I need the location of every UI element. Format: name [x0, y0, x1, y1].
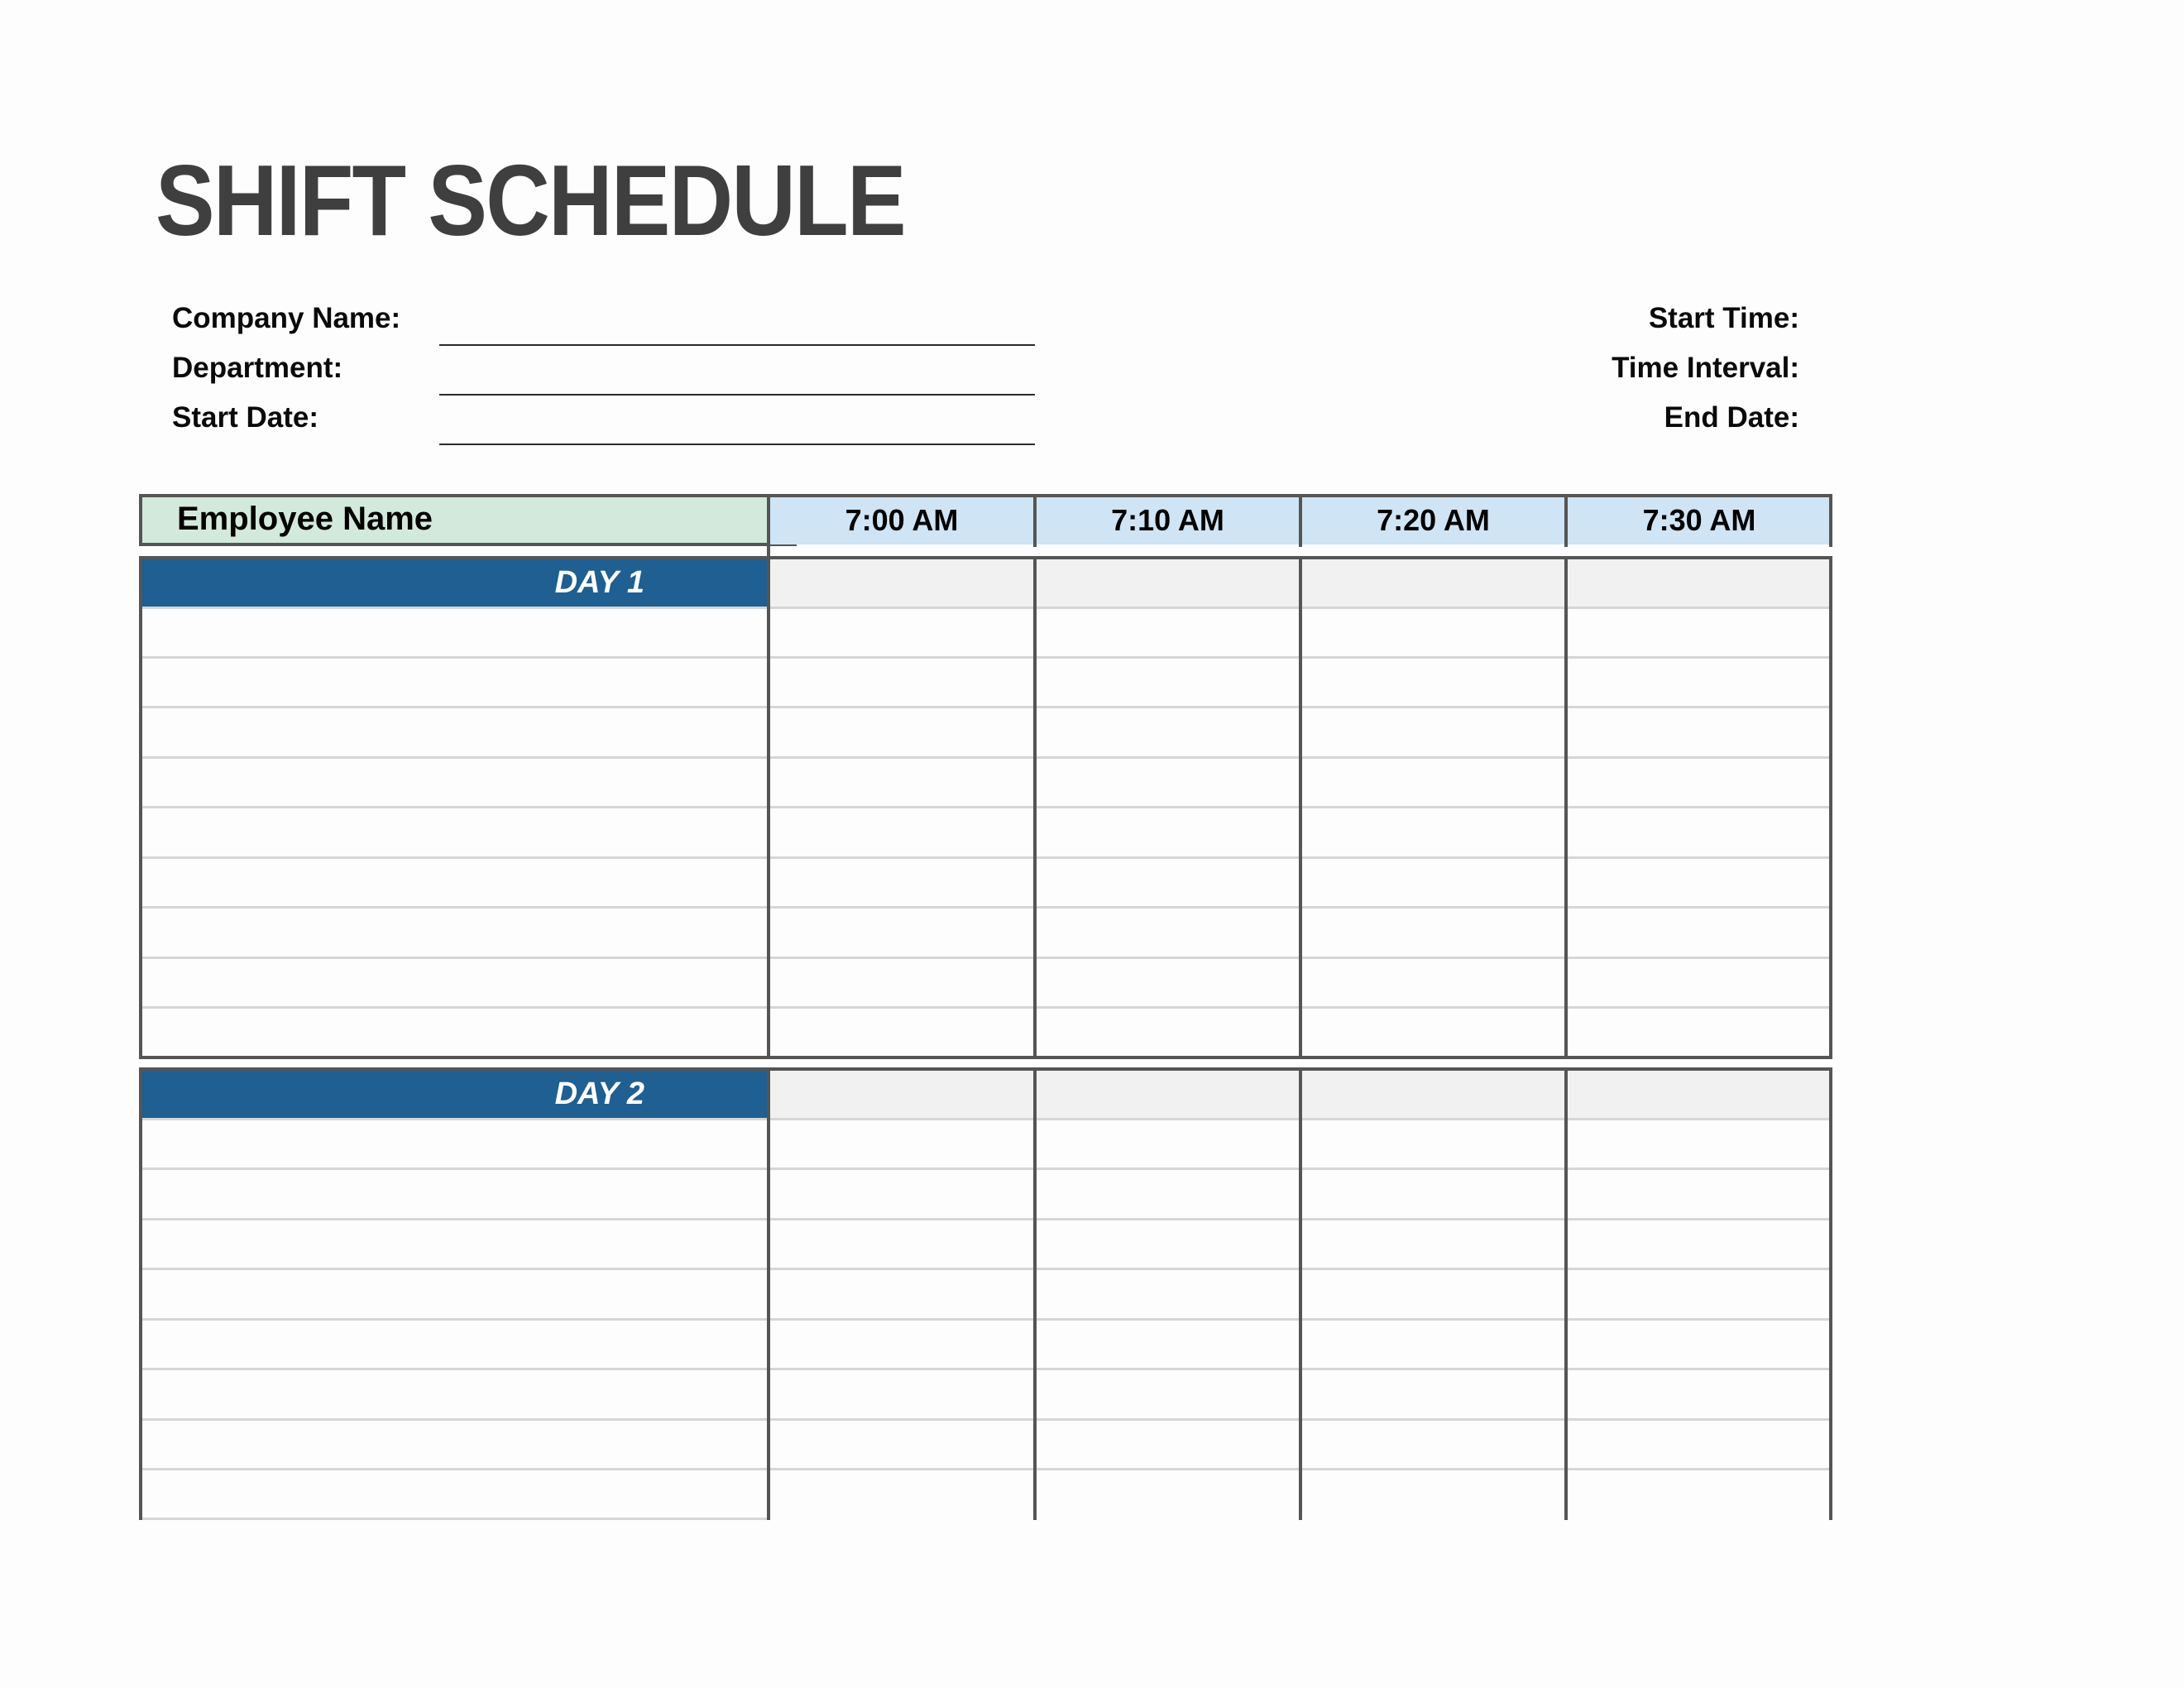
header-divider	[1564, 494, 1568, 547]
start-date-label: Start Date:	[172, 401, 318, 434]
header-divider	[767, 494, 770, 547]
header-divider	[1299, 494, 1302, 547]
column-divider	[1564, 1067, 1568, 1520]
day2-employee-cell[interactable]	[142, 1370, 767, 1418]
header-divider	[1829, 494, 1832, 547]
department-label: Department:	[172, 352, 343, 384]
day2-right-border	[1829, 1067, 1832, 1520]
day1-employee-cell[interactable]	[142, 1009, 767, 1056]
day1-right-border	[1829, 556, 1832, 1059]
start-date-field[interactable]	[439, 444, 1035, 445]
day1-employee-cell[interactable]	[142, 859, 767, 906]
employee-name-header-label: Employee Name	[177, 501, 433, 537]
day2-employee-cell[interactable]	[142, 1220, 767, 1268]
day2-employee-cell[interactable]	[142, 1270, 767, 1318]
time-interval-value[interactable]	[1812, 352, 2060, 385]
day1-employee-cell[interactable]	[142, 708, 767, 756]
time-header-4: 7:30 AM	[1566, 494, 1832, 544]
time-interval-label: Time Interval:	[1612, 352, 1799, 384]
page-title: SHIFT SCHEDULE	[156, 144, 905, 257]
end-date-label: End Date:	[1664, 401, 1799, 434]
day2-employee-cell[interactable]	[142, 1470, 767, 1518]
day2-employee-cell[interactable]	[142, 1321, 767, 1368]
day2-employee-cell[interactable]	[142, 1120, 767, 1168]
department-input[interactable]	[439, 356, 1038, 394]
employee-name-header	[139, 494, 797, 546]
day2-employee-cell[interactable]	[142, 1170, 767, 1218]
day1-employee-cell[interactable]	[142, 909, 767, 957]
day1-employee-cell[interactable]	[142, 659, 767, 706]
day1-employee-cell[interactable]	[142, 959, 767, 1006]
company-name-field[interactable]	[439, 344, 1035, 346]
start-time-value[interactable]	[1812, 302, 2060, 335]
column-divider	[1033, 556, 1037, 1059]
day1-header: DAY 1	[142, 559, 767, 607]
day2-employee-cell[interactable]	[142, 1421, 767, 1468]
department-field[interactable]	[439, 394, 1035, 396]
header-divider	[1033, 494, 1037, 547]
time-header-1: 7:00 AM	[769, 494, 1035, 544]
column-divider	[767, 1067, 770, 1520]
column-divider	[1564, 556, 1568, 1059]
day1-bottom-border	[139, 1056, 1832, 1059]
day1-employee-cell[interactable]	[142, 759, 767, 806]
end-date-value[interactable]	[1812, 401, 2060, 434]
day2-header: DAY 2	[142, 1071, 767, 1118]
time-header-3: 7:20 AM	[1300, 494, 1566, 544]
column-divider	[1299, 1067, 1302, 1520]
column-divider	[1299, 556, 1302, 1059]
company-name-label: Company Name:	[172, 302, 401, 334]
start-time-label: Start Time:	[1648, 302, 1799, 334]
day1-employee-cell[interactable]	[142, 609, 767, 656]
column-divider	[1033, 1067, 1037, 1520]
column-divider	[767, 556, 770, 1059]
row-divider	[142, 1518, 767, 1520]
company-name-input[interactable]	[439, 306, 1038, 344]
time-header-2: 7:10 AM	[1035, 494, 1300, 544]
day1-employee-cell[interactable]	[142, 808, 767, 856]
start-date-input[interactable]	[439, 405, 1038, 444]
